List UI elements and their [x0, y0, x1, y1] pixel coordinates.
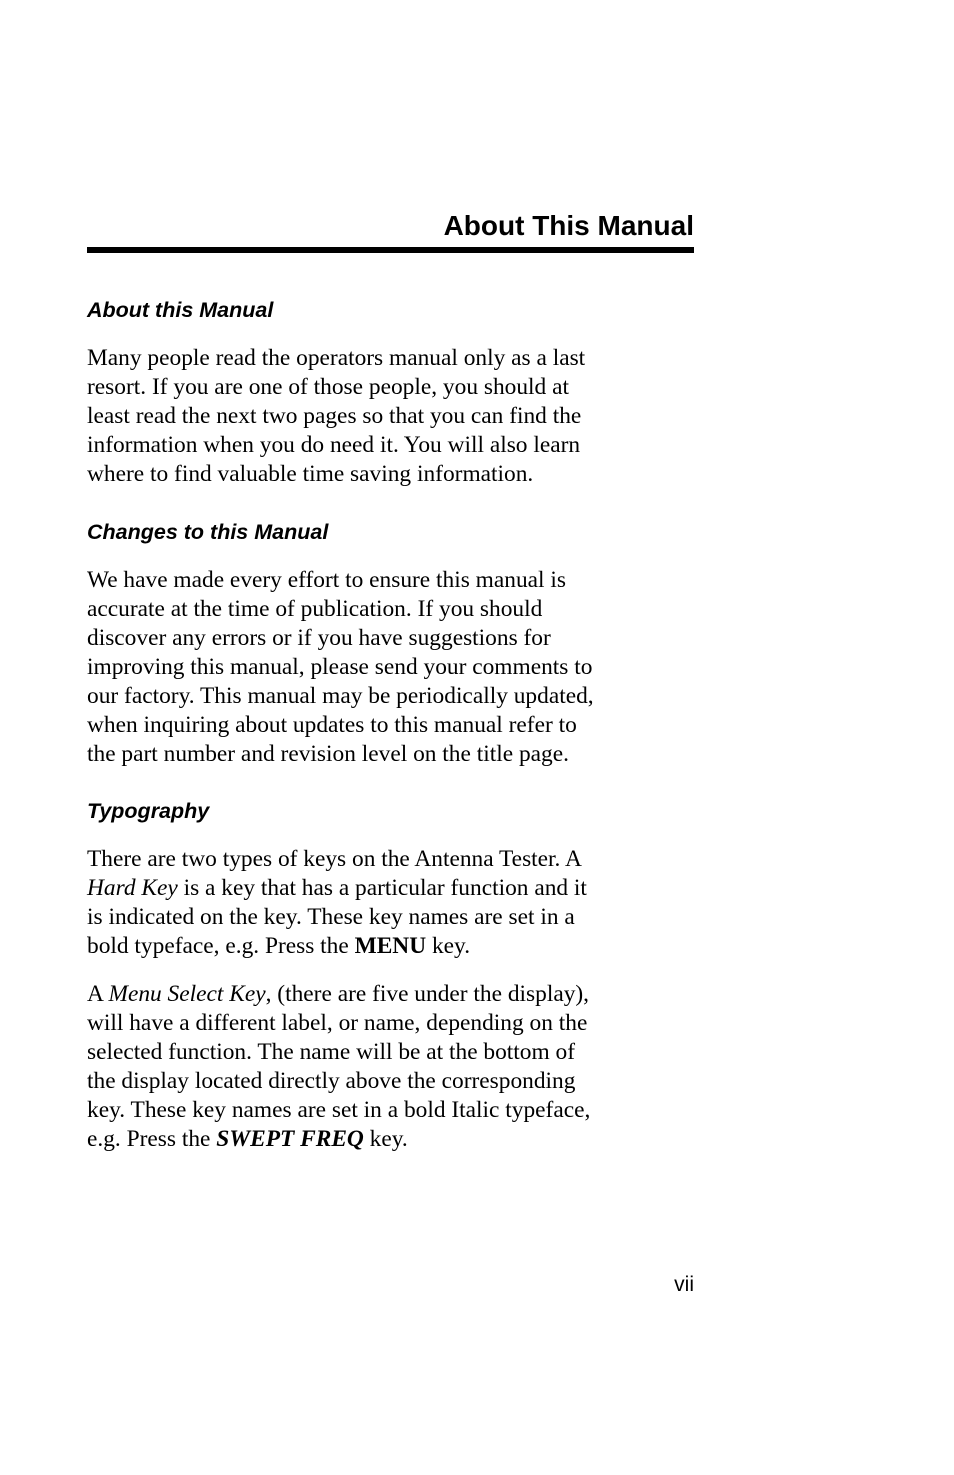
text-line — [87, 932, 707, 961]
text-run: is a key that has a particular function and it — [177, 875, 587, 901]
menu-key-name: MENU — [354, 933, 427, 959]
text-run: key. — [363, 1126, 408, 1152]
text-line: improving this manual, please send your comments to — [87, 654, 593, 680]
section-heading-typography: Typography — [87, 799, 210, 823]
text-line — [87, 1125, 707, 1154]
text-line: is indicated on the key. These key names are set in a — [87, 904, 575, 930]
text-line: resort. If you are one of those people, you should at — [87, 374, 569, 400]
text-run: e.g. Press the — [87, 1126, 217, 1152]
chapter-title: About This Manual — [443, 210, 694, 241]
text-line: the part number and revision level on the title page. — [87, 741, 569, 767]
section-heading-about: About this Manual — [87, 298, 274, 322]
text-line: will have a different label, or name, depending on the — [87, 1010, 588, 1036]
manual-page — [87, 0, 694, 1475]
text-run: key. — [426, 933, 471, 959]
text-line: key. These key names are set in a bold Italic typeface, — [87, 1097, 591, 1123]
typography-paragraph-hard-key — [87, 845, 707, 961]
text-line: when inquiring about updates to this manual refer to — [87, 712, 577, 738]
text-line: the display located directly above the corresponding — [87, 1068, 576, 1094]
about-paragraph — [87, 344, 707, 489]
text-line: discover any errors or if you have suggestions for — [87, 625, 551, 651]
text-run: , (there are five under the display), — [265, 981, 590, 1007]
text-run: bold typeface, e.g. Press the — [87, 933, 355, 959]
text-line: where to find valuable time saving information. — [87, 461, 534, 487]
text-line — [87, 980, 707, 1009]
text-line: Many people read the operators manual only as a last — [87, 345, 586, 371]
section-heading-changes: Changes to this Manual — [87, 520, 329, 544]
text-line: least read the next two pages so that you can find the — [87, 403, 582, 429]
hard-key-term: Hard Key — [87, 875, 178, 901]
text-line: We have made every effort to ensure this manual is — [87, 567, 566, 593]
text-line — [87, 874, 707, 903]
title-rule — [87, 247, 694, 253]
text-run: A — [87, 981, 109, 1007]
page-number: vii — [674, 1273, 694, 1296]
text-line: accurate at the time of publication. If you should — [87, 596, 543, 622]
text-line: information when you do need it. You will also learn — [87, 432, 581, 458]
text-line: our factory. This manual may be periodically updated, — [87, 683, 594, 709]
changes-paragraph — [87, 566, 707, 769]
text-line: selected function. The name will be at the bottom of — [87, 1039, 576, 1065]
menu-select-key-term: Menu Select Key — [108, 981, 266, 1007]
swept-freq-key-name: SWEPT FREQ — [216, 1126, 364, 1152]
typography-paragraph-menu-select — [87, 980, 707, 1154]
text-line: There are two types of keys on the Antenna Tester. A — [87, 846, 582, 872]
